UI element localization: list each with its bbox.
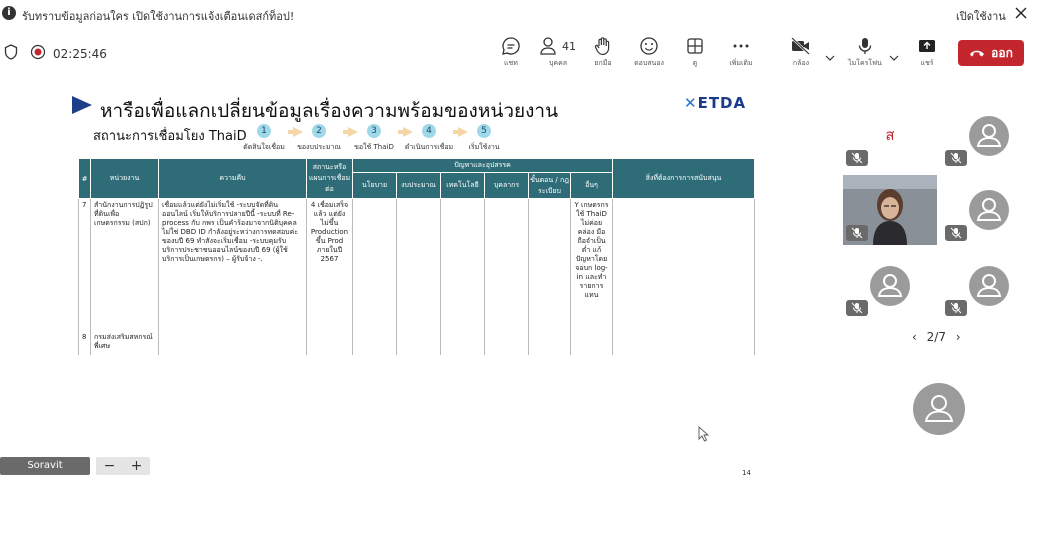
row-other: Y เกษตรกรใช้ ThaiD ไม่ค่อยคล่อง มือถือจำเป็นต่ำ แก้ปัญหาโดยจอบก log-in และทำรายการแทน <box>571 199 613 331</box>
shield-icon[interactable] <box>4 44 18 64</box>
view-button[interactable] <box>670 36 720 69</box>
enable-notifications-link[interactable]: เปิดใช้งาน <box>956 10 1006 23</box>
participant-avatar <box>870 266 910 306</box>
status-table <box>78 158 755 355</box>
next-page-icon[interactable]: › <box>955 330 961 344</box>
presenter-name-tag: Soravit Apisakulrat <box>0 457 90 475</box>
row-agency: สำนักงานการปฏิรูปที่ดินเพื่อเกษตรกรรม (สปก) <box>91 199 159 331</box>
camera-off-icon <box>790 36 812 56</box>
table-row <box>79 331 755 355</box>
step-1-badge: 1 <box>257 124 271 138</box>
people-count: 41 <box>562 40 576 53</box>
mic-options-chevron-icon[interactable] <box>888 48 900 67</box>
slide-subtitle: สถานะการเชื่อมโยง ThaiD <box>93 129 247 144</box>
notification-bar <box>0 0 1040 28</box>
camera-options-chevron-icon[interactable] <box>824 48 836 67</box>
step-5-label: เริ่มใช้งาน <box>468 143 500 151</box>
participant-initial-avatar: ส <box>875 120 905 150</box>
slide-title: หารือเพื่อแลกเปลี่ยนข้อมูลเรื่องความพร้อมของหน่วยงาน <box>100 100 559 122</box>
view-label: ดู <box>692 59 698 67</box>
recording-icon <box>30 44 46 64</box>
mic-off-icon <box>846 300 868 316</box>
step-3-badge: 3 <box>367 124 381 138</box>
table-row <box>79 199 755 331</box>
step-4-badge: 4 <box>422 124 436 138</box>
header-policy: นโยบาย <box>353 173 397 199</box>
meeting-timer: 02:25:46 <box>53 47 107 61</box>
step-arrow <box>348 127 358 137</box>
header-support: สิ่งที่ต้องการการสนับสนุน <box>613 159 755 199</box>
share-button[interactable] <box>902 36 952 69</box>
grid-icon <box>685 36 705 56</box>
phone-hangup-icon <box>969 48 985 58</box>
mic-off-icon <box>945 300 967 316</box>
mic-label: ไมโครโฟน <box>848 59 882 67</box>
react-button[interactable] <box>624 36 674 69</box>
hand-icon <box>593 36 613 56</box>
zoom-controls <box>96 457 150 475</box>
participant-avatar <box>969 190 1009 230</box>
chat-icon <box>501 36 521 56</box>
etda-logo-text: ETDA <box>697 94 747 112</box>
more-button[interactable] <box>716 36 766 69</box>
row-agency: กรมส่งเสริมสหกรณ์ พี่เศษ <box>91 331 159 355</box>
react-label: ตอบสนอง <box>634 59 664 67</box>
mic-off-icon <box>846 225 868 241</box>
play-triangle-icon <box>72 96 94 118</box>
self-avatar <box>913 383 965 435</box>
step-1-label: ตัดสินใจเชื่อม <box>243 143 285 151</box>
step-2-badge: 2 <box>312 124 326 138</box>
info-icon: i <box>2 6 16 20</box>
step-arrow <box>458 127 468 137</box>
zoom-out-button[interactable]: − <box>103 458 116 474</box>
header-agency: หน่วยงาน <box>91 159 159 199</box>
close-icon[interactable] <box>1012 4 1030 22</box>
etda-logo: ✕ETDA <box>684 94 747 112</box>
people-label: บุคคล <box>548 59 568 67</box>
header-procedure: ขั้นตอน / กฎระเบียบ <box>529 173 571 199</box>
header-other: อื่นๆ <box>571 173 613 199</box>
mic-off-icon <box>945 225 967 241</box>
more-icon <box>731 36 751 56</box>
prev-page-icon[interactable]: ‹ <box>912 330 917 344</box>
row-status: 4 เชื่อมเสร็จแล้ว แต่ยังไม่ขึ้น Production ขึ้น Prod ภายในปี 2567 <box>307 199 353 331</box>
header-num: # <box>79 159 91 199</box>
step-arrow <box>403 127 413 137</box>
row-progress: เชื่อมแล้วแต่ยังไม่เริ่มใช้ -ระบบจัดที่ดินออนไลน์ เริ่มให้บริการปลายปีนี้ -ระบบที่ Re-process กับ กพร เป็นคำร้องมาจากนิติบุคคล ไม่ใช่ DBD ID กำลังอยู่ระหว่างการทดสอบค่ะ ของบปี 69 ทำสังจะเริ่มเชื่อม -ระบบคุมรับบริการประชาชนออนไลน์ของบปี 69 (ผู้ใช้บริการเป็นเกษตรกร) – ผู้รับจ้าง -. <box>159 199 307 331</box>
header-progress: ความคืบ <box>159 159 307 199</box>
zoom-in-button[interactable]: + <box>130 458 143 474</box>
header-tech: เทคโนโลยี <box>441 173 485 199</box>
participant-page: 2/7 <box>926 330 946 344</box>
participant-pager <box>912 330 961 344</box>
camera-label: กล้อง <box>792 59 810 67</box>
mic-icon <box>855 36 875 56</box>
share-icon <box>917 36 937 56</box>
raise-hand-button[interactable] <box>578 36 628 69</box>
camera-button[interactable] <box>776 36 826 69</box>
smile-icon <box>639 36 659 56</box>
leave-label: ออก <box>991 45 1013 60</box>
step-2-label: ของบประมาณ <box>297 143 341 151</box>
step-arrow <box>293 127 303 137</box>
step-5-badge: 5 <box>477 124 491 138</box>
mouse-cursor-icon <box>698 426 710 446</box>
leave-button[interactable] <box>958 40 1024 66</box>
mic-off-icon <box>846 150 868 166</box>
more-label: เพิ่มเติม <box>729 59 753 67</box>
header-staff: บุคลากร <box>485 173 529 199</box>
raise-hand-label: ยกมือ <box>594 59 612 67</box>
header-problems: ปัญหาและอุปสรรค <box>353 159 613 173</box>
notification-text: รับทราบข้อมูลก่อนใคร เปิดใช้งานการแจ้งเตือนเดสก์ท็อป! <box>22 10 295 23</box>
mic-button[interactable] <box>840 36 890 69</box>
step-3-label: ขอใช้ ThaiD <box>354 143 394 151</box>
row-num: 7 <box>79 199 91 331</box>
chat-label: แชท <box>504 59 518 67</box>
step-4-label: ดำเนินการเชื่อม <box>404 143 454 151</box>
header-status: สถานะหรือแผนการเชื่อมต่อ <box>307 159 353 199</box>
row-num: 8 <box>79 331 91 355</box>
header-budget: งบประมาณ <box>397 173 441 199</box>
slide-page-number: 14 <box>742 469 751 477</box>
mic-off-icon <box>945 150 967 166</box>
share-label: แชร์ <box>920 59 934 67</box>
participant-avatar <box>969 116 1009 156</box>
participant-avatar <box>969 266 1009 306</box>
